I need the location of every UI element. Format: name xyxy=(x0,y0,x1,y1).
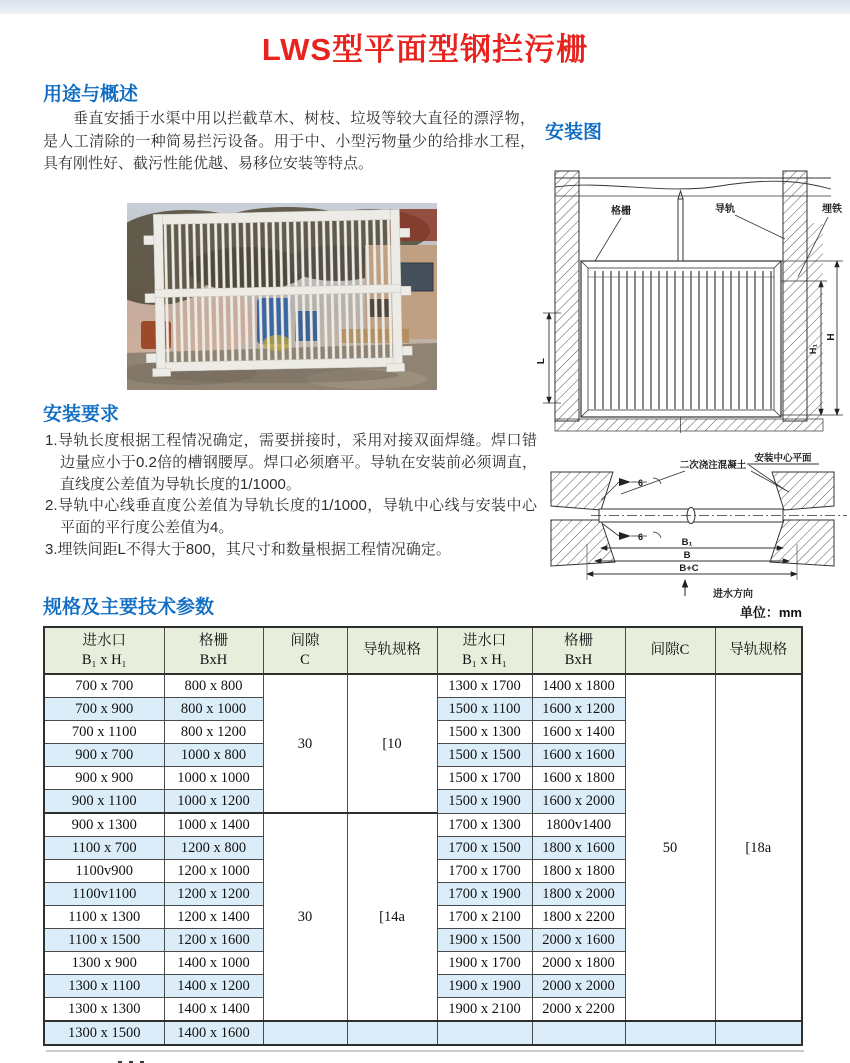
section-heading-install-req: 安装要求 xyxy=(43,404,120,425)
steel-rack xyxy=(143,209,412,377)
label-secondary-concrete: 二次浇注混凝土 xyxy=(679,460,747,471)
install-front-view xyxy=(535,165,850,437)
label-center-plane: 安装中心平面 xyxy=(754,453,812,464)
dim-L: L xyxy=(536,357,547,365)
section-heading-install-diagram: 安装图 xyxy=(545,122,603,143)
spec-cell: 1100 x 700 xyxy=(44,837,164,860)
column-header-7: 导轨规格 xyxy=(715,627,802,674)
section-heading-overview: 用途与概述 xyxy=(43,84,139,105)
spec-cell: 1500 x 1900 xyxy=(437,790,532,814)
spec-cell: 1400 x 1600 xyxy=(164,1021,263,1045)
spec-cell: 1300 x 1300 xyxy=(44,998,164,1022)
req-item-3: 3.埋铁间距L不得大于800，其尺寸和数量根据工程情况确定。 xyxy=(45,540,451,558)
spec-table-head xyxy=(44,627,802,674)
install-requirements-list xyxy=(45,430,537,561)
column-header-2: 间隙 C xyxy=(263,627,347,674)
dim-B: B xyxy=(683,550,691,561)
section-heading-spec: 规格及主要技术参数 xyxy=(43,597,215,618)
spec-cell: 1700 x 1700 xyxy=(437,860,532,883)
spec-cell: 1400 x 1800 xyxy=(532,674,625,698)
spec-cell: 2000 x 1800 xyxy=(532,952,625,975)
spec-cell: 900 x 700 xyxy=(44,744,164,767)
weld-size-lower: 6 xyxy=(638,532,644,542)
label-flow-direction: 进水方向 xyxy=(713,589,753,600)
spec-table xyxy=(43,626,803,1046)
spec-cell: [14a xyxy=(347,813,437,1021)
spec-cell: [18a xyxy=(715,674,802,1021)
spec-cell: 2000 x 1600 xyxy=(532,929,625,952)
req-item-1: 1.导轨长度根据工程情况确定，需要拼接时，采用对接双面焊缝。焊口错边量应小于0.2倍的槽钢腰厚。焊口必须磨平。导轨在安装前必须调直，直线度公差值为导轨长度的1/1000。 xyxy=(45,432,537,493)
spec-cell: 1600 x 1800 xyxy=(532,767,625,790)
spec-cell: 1600 x 1600 xyxy=(532,744,625,767)
spec-cell: 1000 x 1400 xyxy=(164,813,263,837)
table-row xyxy=(44,674,802,698)
spec-cell: 1200 x 1600 xyxy=(164,929,263,952)
column-header-1: 格栅 BxH xyxy=(164,627,263,674)
product-photo xyxy=(127,203,437,390)
spec-cell: 900 x 1300 xyxy=(44,813,164,837)
spec-cell: 1400 x 1200 xyxy=(164,975,263,998)
dim-B1: B₁ xyxy=(681,537,693,548)
spec-cell: 800 x 800 xyxy=(164,674,263,698)
spec-cell xyxy=(625,1021,715,1045)
label-rail: 导轨 xyxy=(715,204,735,215)
label-embed-iron: 埋铁 xyxy=(822,204,842,215)
spec-cell: 1800 x 2000 xyxy=(532,883,625,906)
column-header-4: 进水口 B₁ x H₁ xyxy=(437,627,532,674)
spec-cell: 1500 x 1100 xyxy=(437,698,532,721)
spec-cell xyxy=(263,1021,347,1045)
spec-cell: 1400 x 1000 xyxy=(164,952,263,975)
dim-H1: H₁ xyxy=(808,343,818,355)
spec-cell: 1000 x 1200 xyxy=(164,790,263,814)
spec-cell: 50 xyxy=(625,674,715,1021)
dim-B-plus-C: B+C xyxy=(679,563,699,574)
spec-cell: 1600 x 2000 xyxy=(532,790,625,814)
spec-cell: 1600 x 1400 xyxy=(532,721,625,744)
spec-cell: 1900 x 1500 xyxy=(437,929,532,952)
spec-table-body xyxy=(44,674,802,1045)
spec-cell: 1600 x 1200 xyxy=(532,698,625,721)
spec-cell: 1900 x 2100 xyxy=(437,998,532,1022)
spec-cell: 700 x 900 xyxy=(44,698,164,721)
table-row xyxy=(44,1021,802,1045)
spec-cell: 30 xyxy=(263,813,347,1021)
spec-cell: 1800 x 1600 xyxy=(532,837,625,860)
req-item-2: 2.导轨中心线垂直度公差值为导轨长度的1/1000，导轨中心线与安装中心平面的平行度公差值为4。 xyxy=(45,497,537,537)
column-header-0: 进水口 B₁ x H₁ xyxy=(44,627,164,674)
spec-cell: 1100 x 1500 xyxy=(44,929,164,952)
spec-cell: 900 x 900 xyxy=(44,767,164,790)
overview-paragraph: 垂直安插于水渠中用以拦截草木、树枝、垃圾等较大直径的漂浮物，是人工清除的一种简易拦污设备。用于中、小型污物量少的给排水工程，具有刚性好、截污性能优越、易移位安装等特点。 xyxy=(43,110,535,172)
spec-cell: 700 x 1100 xyxy=(44,721,164,744)
spec-cell: 900 x 1100 xyxy=(44,790,164,814)
spec-cell: 700 x 700 xyxy=(44,674,164,698)
spec-cell: 1300 x 900 xyxy=(44,952,164,975)
spec-cell: 1300 x 1700 xyxy=(437,674,532,698)
spec-cell xyxy=(347,1021,437,1045)
spec-cell: 2000 x 2000 xyxy=(532,975,625,998)
spec-cell xyxy=(437,1021,532,1045)
spec-cell: 1200 x 1000 xyxy=(164,860,263,883)
spec-cell: 1000 x 1000 xyxy=(164,767,263,790)
spec-cell: [10 xyxy=(347,674,437,813)
column-header-6: 间隙C xyxy=(625,627,715,674)
spec-cell: 800 x 1000 xyxy=(164,698,263,721)
spec-cell: 1100v900 xyxy=(44,860,164,883)
spec-cell: 30 xyxy=(263,674,347,813)
page-title: LWS型平面型钢拦污栅 xyxy=(261,32,589,67)
weld-size-upper: 6 xyxy=(638,478,644,488)
spec-cell: 1400 x 1400 xyxy=(164,998,263,1022)
spec-cell: 1100 x 1300 xyxy=(44,906,164,929)
spec-cell: 1700 x 2100 xyxy=(437,906,532,929)
spec-cell: 1200 x 1200 xyxy=(164,883,263,906)
label-grille: 格栅 xyxy=(611,206,631,217)
spec-cell: 1500 x 1300 xyxy=(437,721,532,744)
spec-cell xyxy=(532,1021,625,1045)
spec-cell: 1900 x 1700 xyxy=(437,952,532,975)
cutoff-text-fragment xyxy=(118,1057,178,1063)
spec-cell: 1100v1100 xyxy=(44,883,164,906)
spec-cell: 1500 x 1500 xyxy=(437,744,532,767)
column-header-5: 格栅 BxH xyxy=(532,627,625,674)
spec-cell: 1800 x 2200 xyxy=(532,906,625,929)
dim-H: H xyxy=(826,333,837,341)
table-shadow xyxy=(46,1050,804,1052)
spec-cell: 1200 x 1400 xyxy=(164,906,263,929)
spec-cell: 1700 x 1300 xyxy=(437,813,532,837)
unit-label: 单位：mm xyxy=(739,605,802,620)
spec-cell xyxy=(715,1021,802,1045)
spec-cell: 1300 x 1100 xyxy=(44,975,164,998)
spec-cell: 1800 x 1800 xyxy=(532,860,625,883)
spec-cell: 2000 x 2200 xyxy=(532,998,625,1022)
top-strip xyxy=(0,0,850,14)
spec-cell: 1300 x 1500 xyxy=(44,1021,164,1045)
spec-cell: 1900 x 1900 xyxy=(437,975,532,998)
spec-cell: 1700 x 1500 xyxy=(437,837,532,860)
install-plan-view xyxy=(535,448,850,600)
spec-cell: 1700 x 1900 xyxy=(437,883,532,906)
spec-cell: 1000 x 800 xyxy=(164,744,263,767)
spec-cell: 1200 x 800 xyxy=(164,837,263,860)
spec-cell: 800 x 1200 xyxy=(164,721,263,744)
spec-cell: 1500 x 1700 xyxy=(437,767,532,790)
spec-cell: 1800v1400 xyxy=(532,813,625,837)
column-header-3: 导轨规格 xyxy=(347,627,437,674)
header-row xyxy=(44,627,802,674)
